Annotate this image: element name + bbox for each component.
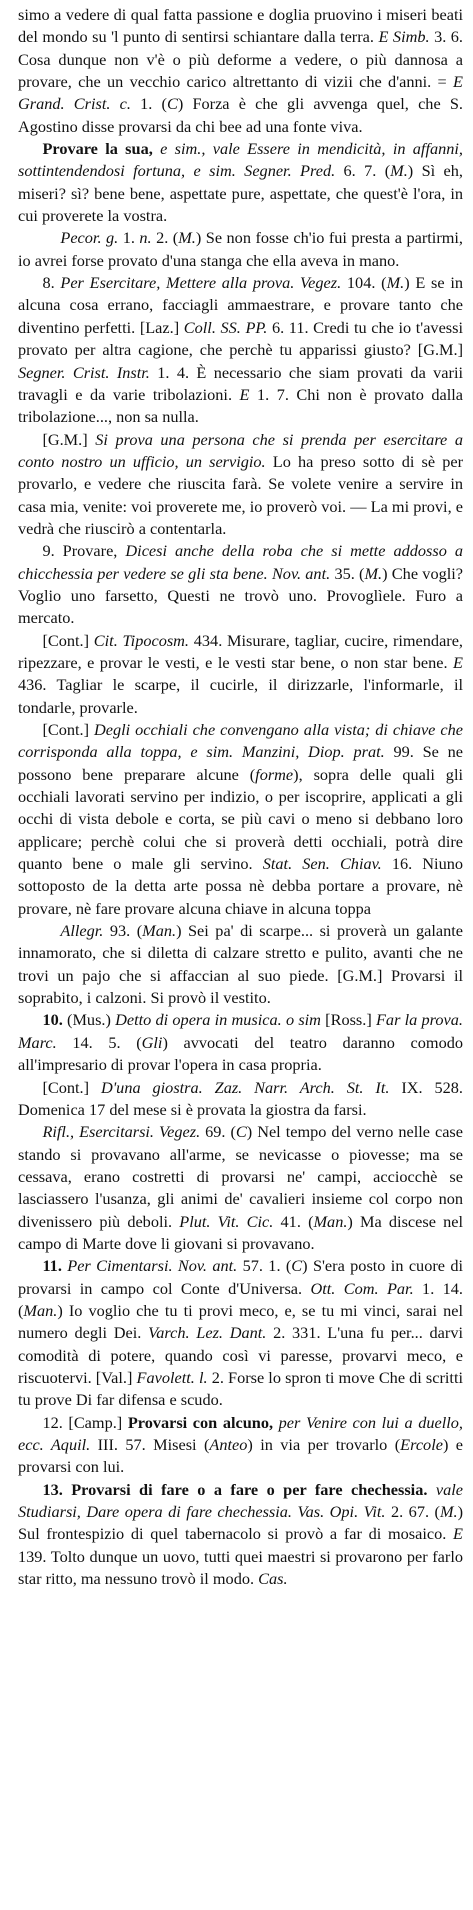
dictionary-paragraph: 10. (Mus.) Detto di opera in musica. o sim [Ross.] Far la prova. Marc. 14. 5. (Gli) avvocati del teatro daranno comodo all'impresario di provar l'opera in casa propria.: [18, 1010, 464, 1075]
dictionary-paragraph: 12. [Camp.] Provarsi con alcuno, per Venire con lui a duello, ecc. Aquil. III. 57. Misesi (Anteo) in via per trovarlo (Ercole) e provarsi con lui.: [18, 1412, 464, 1477]
entry-column: [18, 4, 463, 1590]
dictionary-paragraph: 9. Provare, Dicesi anche della roba che si mette addosso a chicchessia per vedere se gli sta bene. Nov. ant. 35. (M.) Che vogli? Voglio uno farsetto, Questi ne trovò uno. Provoglìele. Furo a mercato.: [18, 541, 463, 628]
dictionary-paragraph: Allegr. 93. (Man.) Sei pa' di scarpe... si proverà un galante innamorato, che si diletta di calzare stretto e pulito, avanti che ne trovi un pajo che si affaccian al suo piede. [G.M.] Provarsi il soprabito, i calzoni. Si provò il vestito.: [18, 921, 463, 1008]
dictionary-paragraph: [G.M.] Si prova una persona che si prenda per esercitare a conto nostro un ufficio, un servigio. Lo ha preso sotto di sè per provarlo, e vedere che riuscita farà. Se volete venire a servire in casa mia, venite: voi proverete me, io proverò voi. — La mi provi, e vedrà che riuscirò a contentarla.: [18, 429, 464, 538]
dictionary-paragraph: 8. Per Esercitare, Mettere alla prova. Vegez. 104. (M.) E se in alcuna cosa errano, facciagli ammaestrare, e provare tanto che diventino perfetti. [Laz.] Coll. SS. PP. 6. 11. Credi tu che io t'avessi provato per altra cagione, che perchè tu apparissi giusto? [G.M.] Segner. Crist. Instr. 1. 4. È necessario che siam provati da varii travagli e da varie tribolazioni. E 1. 7. Chi non è provato dalla tribolazione..., non sa nulla.: [18, 273, 464, 427]
dictionary-paragraph: [Cont.] D'una giostra. Zaz. Narr. Arch. St. It. IX. 528. Domenica 17 del mese si è provata la giostra da farsi.: [18, 1077, 463, 1119]
dictionary-paragraph: [Cont.] Degli occhiali che convengano alla vista; di chiave che corrisponda alla toppa, e sim. Manzini, Diop. prat. 99. Se ne possono bene preparare alcune (forme), sopra delle quali gli occhiali lavorati servino per indizio, o per iscoprire, applicati a gli occhi di vista debole e corta, se più cavi o meno si debbano loro applicare; perchè colui che si proverà detti occhiali, potrà dire quanto bene o male gli servino. Stat. Sen. Chiav. 16. Niuno sottoposto de la detta arte possa nè debba portare a provare, nè provare, nè fare provare alcuna chiave in alcuna toppa: [18, 720, 463, 918]
dictionary-paragraph: 13. Provarsi di fare o a fare o per fare chechessia. vale Studiarsi, Dare opera di fare chechessia. Vas. Opi. Vit. 2. 67. (M.) Sul frontespizio di quel tabernacolo si provò a far di mosaico. E 139. Tolto dunque un uovo, tutti quei maestri si provarono per farlo star ritto, ma nessuno trovò il modo. Cas.: [18, 1479, 463, 1589]
dictionary-paragraph: Provare la sua, e sim., vale Essere in mendicità, in affanni, sottintendendosi fortuna, e sim. Segner. Pred. 6. 7. (M.) Sì eh, miseri? sì? bene bene, aspettate pure, aspettate, che quest'è l'ora, in cui proverete la vostra.: [18, 139, 463, 226]
dictionary-paragraph: Pecor. g. 1. n. 2. (M.) Se non fosse ch'io fui presta a partirmi, io avrei forse provato d'una stanga che ella aveva in mano.: [18, 228, 463, 270]
dictionary-paragraph: 11. Per Cimentarsi. Nov. ant. 57. 1. (C) S'era posto in cuore di provarsi in campo col Conte d'Universa. Ott. Com. Par. 1. 14. (Man.) Io voglio che tu ti provi meco, e, se tu mi vinci, sarai nel numero degli Dei. Varch. Lez. Dant. 2. 331. L'una fu per... darvi comodità di potere, quando così vi paresse, provarvi meco, e riscuotervi. [Val.] Favolett. l. 2. Forse lo spron ti move Che di scritti tu prove Di far difensa e scudo.: [18, 1256, 464, 1410]
dictionary-paragraph: Rifl., Esercitarsi. Vegez. 69. (C) Nel tempo del verno nelle case stando si provavano all'arme, se nevicasse o piovesse; ma se cessava, erano costretti di provarsi ne' campi, acciocchè se lasciassero l'usanza, gli animi de' cavalieri insieme col corpo non divenissero più deboli. Plut. Vit. Cic. 41. (Man.) Ma discese nel campo di Marte dove li giovani si provavano.: [18, 1122, 463, 1253]
dictionary-paragraph: simo a vedere di qual fatta passione e doglia pruovino i miseri beati del mondo su 'l punto di sentirsi schiantare dalla terra. E Simb. 3. 6. Cosa dunque non v'è o più deforme a vedere, o più dannosa a provare, che un vecchio carico altrettanto di vizii che d'anni. = E Grand. Crist. c. 1. (C) Forza è che gli avvenga quel, che S. Agostino disse provarsi da chi bee ad una fonte viva.: [18, 5, 464, 136]
dictionary-paragraph: [Cont.] Cit. Tipocosm. 434. Misurare, tagliar, cucire, rimendare, ripezzare, e provar le vesti, e le vesti star bene, o non star bene. E 436. Tagliar le scarpe, il cucirle, il dirizzarle, l'informarle, il tondarle, provarle.: [18, 630, 464, 717]
